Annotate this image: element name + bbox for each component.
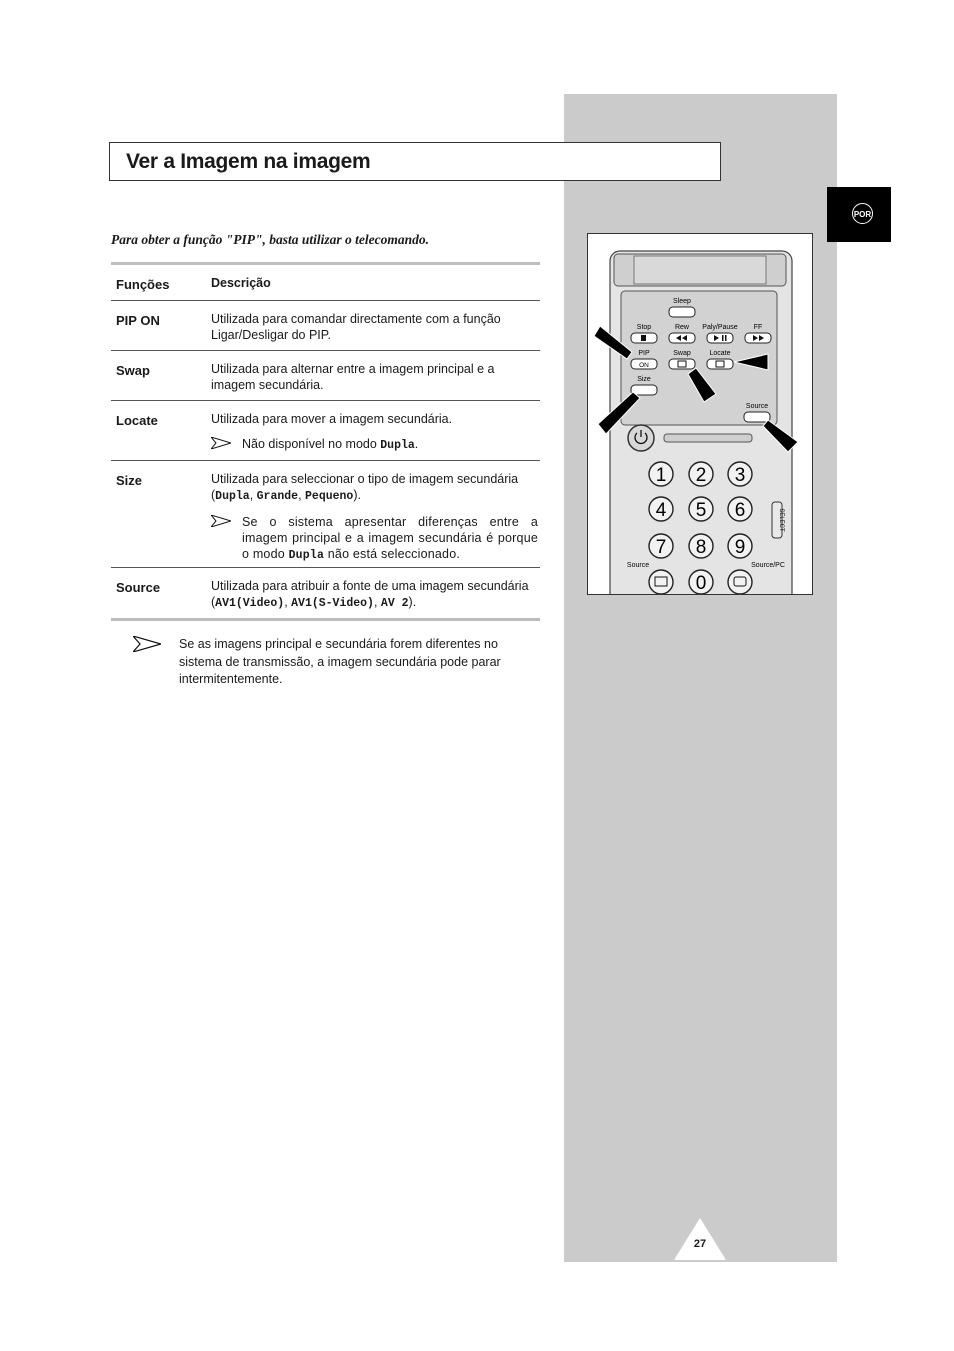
note-text-end: não está seleccionado. <box>324 547 461 561</box>
option-av1-s-video: AV1(S-Video) <box>291 597 374 610</box>
row-function: Source <box>116 580 161 595</box>
label-ff: FF <box>753 324 763 331</box>
table-row <box>111 401 540 461</box>
digit-0: 0 <box>695 573 707 594</box>
sleep-button <box>669 307 695 317</box>
label-source: Source <box>626 562 650 569</box>
option-pequeno: Pequeno <box>305 490 354 503</box>
separator: , <box>249 488 257 502</box>
digit-2: 2 <box>695 465 707 486</box>
note-mode: Dupla <box>380 439 415 452</box>
row-note <box>211 514 538 564</box>
title-box <box>109 142 721 181</box>
bottom-note-text: Se as imagens principal e secundária forem diferentes no sistema de transmissão, a imagem secundária pode parar intermitentemente. <box>179 637 501 686</box>
remote-control-illustration <box>587 233 813 595</box>
header-functions: Funções <box>116 277 170 292</box>
stop-icon <box>641 335 646 341</box>
pointer-arrow-icon <box>211 515 231 527</box>
label-pip: PIP <box>638 350 650 357</box>
table-row <box>111 568 540 618</box>
row-description <box>211 568 540 612</box>
table-header-row <box>111 265 540 301</box>
row-function: PIP ON <box>116 313 160 328</box>
language-badge: POR <box>852 203 873 224</box>
digit-7: 7 <box>655 537 667 558</box>
play-pause-button <box>707 333 733 343</box>
separator: , <box>373 595 381 609</box>
digit-8: 8 <box>695 537 707 558</box>
label-size: Size <box>637 376 651 383</box>
separator: , <box>284 595 292 609</box>
option-av2: AV 2 <box>380 597 409 610</box>
label-locate: Locate <box>709 350 731 357</box>
pointer-arrow-icon <box>133 636 161 652</box>
page-title: Ver a Imagem na imagem <box>126 150 371 173</box>
label-source-top: Source <box>745 403 769 410</box>
bottom-note <box>133 636 533 689</box>
description-text: Utilizada para atribuir a fonte de uma imagem secundária ( <box>211 579 529 609</box>
remote-slot <box>664 434 752 442</box>
label-rew: Rew <box>674 324 690 331</box>
digit-5: 5 <box>695 500 707 521</box>
note-text: Se o sistema apresentar diferenças entre a imagem principal e a imagem secundária é porque o modo <box>242 515 538 561</box>
row-description: Utilizada para mover a imagem secundária. <box>211 412 453 426</box>
description-text-end: ). <box>353 488 361 502</box>
description-text: Utilizada para seleccionar o tipo de imagem secundária ( <box>211 472 519 502</box>
intro-text: Para obter a função "PIP", basta utilizar o telecomando. <box>111 232 429 247</box>
note-text-end: . <box>414 437 419 451</box>
label-play-pause: Paly/Pause <box>702 324 738 331</box>
row-description: Utilizada para comandar directamente com a função Ligar/Desligar do PIP. <box>211 312 501 342</box>
functions-table <box>111 262 540 621</box>
label-sleep: Sleep <box>673 298 691 305</box>
option-av1-video: AV1(Video) <box>215 597 285 610</box>
label-stop: Stop <box>636 324 652 331</box>
digit-4: 4 <box>655 500 667 521</box>
option-dupla: Dupla <box>215 490 250 503</box>
digit-3: 3 <box>734 465 746 486</box>
table-row <box>111 461 540 568</box>
row-function: Size <box>116 473 143 488</box>
label-swap: Swap <box>673 350 691 357</box>
row-description-block <box>211 401 540 454</box>
remote-top-window <box>634 256 766 284</box>
page-number: 27 <box>693 1238 707 1250</box>
note-text: Não disponível no modo <box>242 437 381 451</box>
table-row <box>111 301 540 351</box>
pointer-arrow-icon <box>211 437 231 449</box>
remote-drawing <box>588 234 813 595</box>
label-select: SELECT <box>778 508 784 532</box>
row-description: Utilizada para alternar entre a imagem principal e a imagem secundária. <box>211 362 495 392</box>
row-function: Locate <box>116 413 158 428</box>
source-button-top <box>744 412 770 422</box>
header-description: Descrição <box>211 276 271 290</box>
row-note <box>211 436 538 454</box>
separator: , <box>298 488 306 502</box>
label-source-pc: Source/PC <box>751 562 785 569</box>
option-grande: Grande <box>256 490 299 503</box>
description-text-end: ). <box>408 595 417 609</box>
digit-9: 9 <box>734 537 746 558</box>
table-row <box>111 351 540 401</box>
digit-1: 1 <box>655 465 667 486</box>
row-description-block <box>211 461 540 564</box>
note-mode: Dupla <box>288 549 325 562</box>
digit-6: 6 <box>734 500 746 521</box>
row-description <box>211 471 538 505</box>
page-number-marker <box>674 1218 726 1260</box>
label-on: ON <box>639 362 649 369</box>
language-tab <box>827 187 891 242</box>
power-button <box>628 425 654 451</box>
row-function: Swap <box>116 363 150 378</box>
